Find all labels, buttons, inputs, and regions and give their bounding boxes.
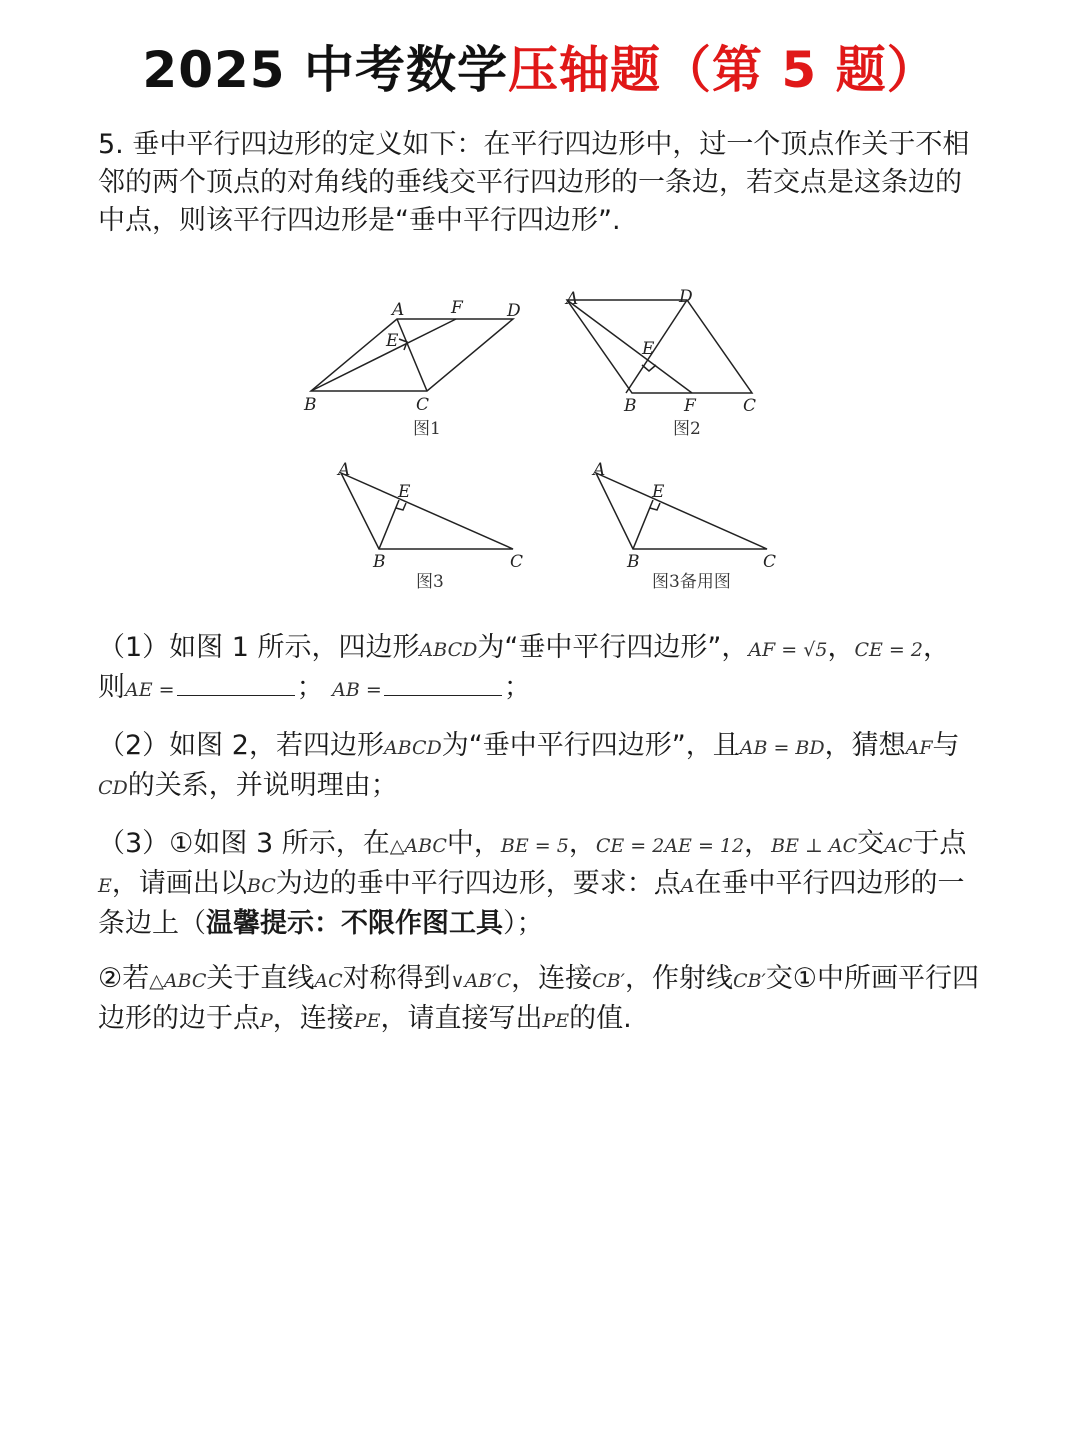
fig1-label-d: D xyxy=(507,301,521,321)
problem-intro: 5. 垂中平行四边形的定义如下：在平行四边形中，过一个顶点作关于不相邻的两个顶点的对角线的垂线交平行四边形的一条边，若交点是这条边的中点，则该平行四边形是“垂中平行四边形”. xyxy=(98,129,970,236)
fig2-label-b: B xyxy=(624,396,637,416)
fig3-label-c: C xyxy=(510,552,524,572)
figure-3-backup xyxy=(591,460,776,592)
page-title xyxy=(0,30,1080,102)
fig3-caption: 图3 xyxy=(416,572,444,592)
fig4-caption: 图3备用图 xyxy=(652,572,731,592)
figure-panel xyxy=(290,280,790,600)
fig4-label-c: C xyxy=(763,552,777,572)
fig1-caption: 图1 xyxy=(413,419,441,439)
fig2-label-c: C xyxy=(743,396,757,416)
fig4-label-a: A xyxy=(593,460,606,480)
question-3: （3）①如图 3 所示，在△ABC中，BE = 5，CE = 2AE = 12，BE ⊥ AC交AC于点E，请画出以BC为边的垂中平行四边形，要求：点A在垂中平行四边形的一条边上（温馨提示：不限作图工具）； xyxy=(98,828,967,939)
fig3-label-b: B xyxy=(373,552,386,572)
fig2-label-e: E xyxy=(642,339,655,359)
answer-blank-ae[interactable] xyxy=(177,673,295,696)
question-1: （1）如图 1 所示，四边形ABCD为“垂中平行四边形”，AF = √5，CE = 2， 则AE = ； AB = ； xyxy=(98,632,950,703)
fig1-label-c: C xyxy=(416,395,430,415)
figure-1 xyxy=(303,298,521,439)
fig1-label-a: A xyxy=(392,300,405,320)
question-2: （2）如图 2，若四边形ABCD为“垂中平行四边形”，且AB = BD，猜想AF与CD的关系，并说明理由； xyxy=(98,730,960,801)
fig2-label-d: D xyxy=(679,287,693,307)
fig2-label-a: A xyxy=(566,289,579,309)
title-highlight: 压轴题（第 5 题） xyxy=(507,41,938,99)
title-prefix: 2025 中考数学 xyxy=(142,41,508,99)
fig2-label-f: F xyxy=(684,396,696,416)
answer-blank-ab[interactable] xyxy=(384,673,502,696)
fig1-label-e: E xyxy=(386,331,399,351)
fig4-label-b: B xyxy=(627,552,640,572)
figure-3 xyxy=(336,460,523,592)
fig1-label-b: B xyxy=(304,395,317,415)
fig3-label-a: A xyxy=(338,460,351,480)
fig2-caption: 图2 xyxy=(673,419,701,439)
figure-2 xyxy=(564,287,756,439)
question-3-part-2: ②若△ABC关于直线AC对称得到∨AB′C，连接CB′，作射线CB′交①中所画平行四边形的边于点P，连接PE，请直接写出PE的值. xyxy=(98,963,979,1034)
fig1-label-f: F xyxy=(451,298,463,318)
fig4-label-e: E xyxy=(652,482,665,502)
fig3-label-e: E xyxy=(398,482,411,502)
